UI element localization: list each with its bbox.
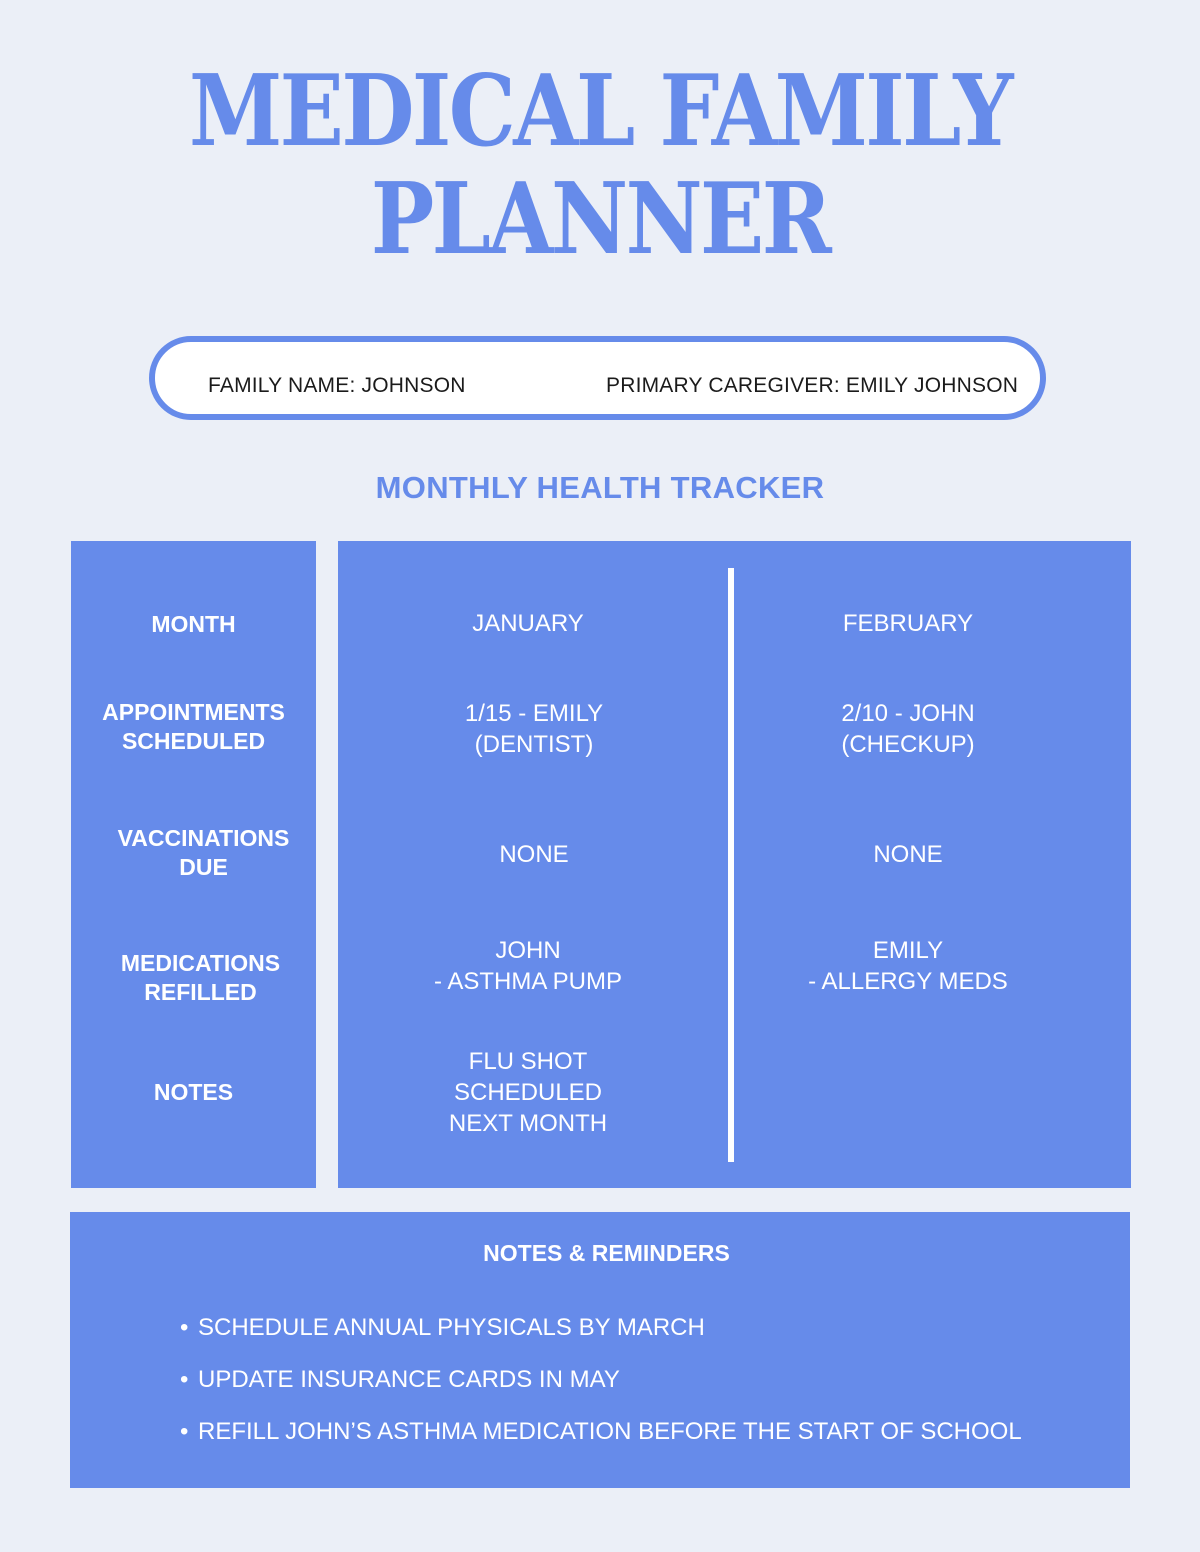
reminder-item [180, 1354, 1022, 1406]
february-appointments-cell: 2/10 - JOHN (CHECKUP) [841, 700, 975, 758]
tracker-data-panel [338, 541, 1131, 1188]
row-label-appointments: APPOINTMENTS SCHEDULED [102, 699, 285, 754]
bullet-icon: • [180, 1366, 189, 1393]
reminder-item [180, 1406, 1022, 1458]
reminder-text: UPDATE INSURANCE CARDS IN MAY [198, 1366, 620, 1393]
january-appointments-cell: 1/15 - EMILY (DENTIST) [464, 700, 604, 758]
row-label-notes: NOTES [153, 1079, 234, 1105]
row-label-month: MONTH [151, 611, 236, 637]
bullet-icon: • [180, 1314, 189, 1341]
family-name-text: FAMILY NAME: JOHNSON [208, 374, 466, 397]
january-vaccinations-cell: NONE [499, 841, 569, 868]
column-divider [728, 568, 734, 1162]
reminders-list [180, 1302, 1022, 1458]
tracker-label-panel [71, 541, 316, 1188]
reminder-text: SCHEDULE ANNUAL PHYSICALS BY MARCH [198, 1314, 705, 1341]
january-notes-cell: FLU SHOT SCHEDULED NEXT MONTH [448, 1048, 608, 1137]
notes-reminders-title: NOTES & REMINDERS [483, 1240, 730, 1266]
january-medications-cell: JOHN - ASTHMA PUMP [433, 937, 623, 995]
february-vaccinations-cell: NONE [873, 841, 943, 868]
january-month-cell: JANUARY [472, 610, 584, 637]
family-info-box [149, 336, 1046, 420]
page-title [0, 54, 1200, 277]
reminder-item [180, 1302, 1022, 1354]
february-medications-cell: EMILY - ALLERGY MEDS [808, 937, 1008, 995]
tracker-title: MONTHLY HEALTH TRACKER [375, 470, 825, 505]
page-title-line-1: MEDICAL FAMILY [188, 54, 1012, 169]
reminder-text: REFILL JOHN’S ASTHMA MEDICATION BEFORE THE START OF SCHOOL [198, 1418, 1022, 1445]
row-label-medications: MEDICATIONS REFILLED [120, 950, 281, 1005]
row-label-vaccinations: VACCINATIONS DUE [117, 825, 290, 880]
page-title-line-2: PLANNER [370, 162, 830, 277]
bullet-icon: • [180, 1418, 189, 1445]
february-month-cell: FEBRUARY [842, 610, 974, 637]
notes-reminders-panel [70, 1212, 1130, 1488]
primary-caregiver-text: PRIMARY CAREGIVER: EMILY JOHNSON [606, 374, 1019, 397]
